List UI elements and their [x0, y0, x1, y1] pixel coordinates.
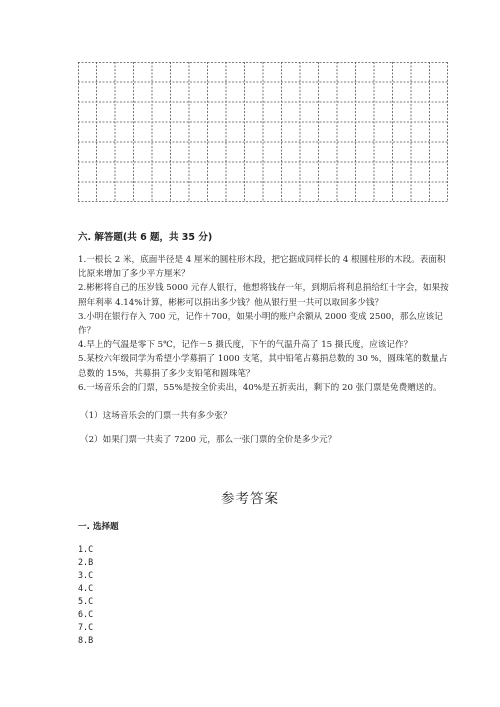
problem-5: 5.某校六年级同学为希望小学募捐了 1000 支笔，其中铅笔占募捐总数的 30 %，圆珠笔的数量占总数的 15%，共募捐了多少支铅笔和圆珠笔？	[78, 354, 448, 379]
problem-1: 1.一根长 2 米，底面半径是 4 厘米的圆柱形木段，把它据成同样长的 4 根圆柱形的木段。表面积比原来增加了多少平方厘米？	[78, 255, 446, 280]
sub-question-2: （2）如果门票一共卖了 7200 元，那么一张门票的全价是多少元？	[80, 435, 337, 445]
answer-item: 1.C	[78, 544, 94, 554]
grid-lines	[78, 62, 448, 202]
problem-3: 3.小明在银行存入 700 元，记作＋700，如果小明的账户余额从 2000 变成 2500，那么应该记作？	[78, 311, 443, 337]
answer-item: 6.C	[78, 609, 94, 620]
answer-item: 8.B	[78, 635, 94, 646]
answer-key-title: 参考答案	[221, 491, 279, 507]
answer-item: 3.C	[78, 570, 94, 581]
problem-list	[78, 253, 454, 395]
answer-list	[78, 543, 93, 647]
answer-item: 7.C	[78, 622, 94, 633]
answer-item: 4.C	[78, 583, 94, 594]
answer-section-heading: 一. 选择题	[78, 522, 119, 532]
answer-item: 5.C	[78, 596, 94, 607]
section-heading: 六. 解答题(共 6 题，共 35 分)	[78, 232, 213, 243]
answer-item: 2.B	[78, 557, 94, 568]
writing-grid	[78, 62, 448, 202]
problem-2: 2.彬彬将自己的压岁钱 5000 元存人银行，他想将钱存一年，到期后将利息捐给红十字会，如果按照年利率 4.14%计算，彬彬可以捐出多少钱？他从银行里一共可以取回多少钱？	[78, 283, 449, 308]
problem-4: 4.早上的气温是零下 5℃，记作－5 摄氏度，下午的气温升高了 15 摄氏度，应该记作？	[78, 340, 413, 351]
sub-question-1: （1）这场音乐会的门票一共有多少张？	[80, 411, 232, 421]
problem-6: 6.一场音乐会的门票，55%是按全价卖出，40%是五折卖出，剩下的 20 张门票是免费赠送的。	[78, 382, 442, 393]
